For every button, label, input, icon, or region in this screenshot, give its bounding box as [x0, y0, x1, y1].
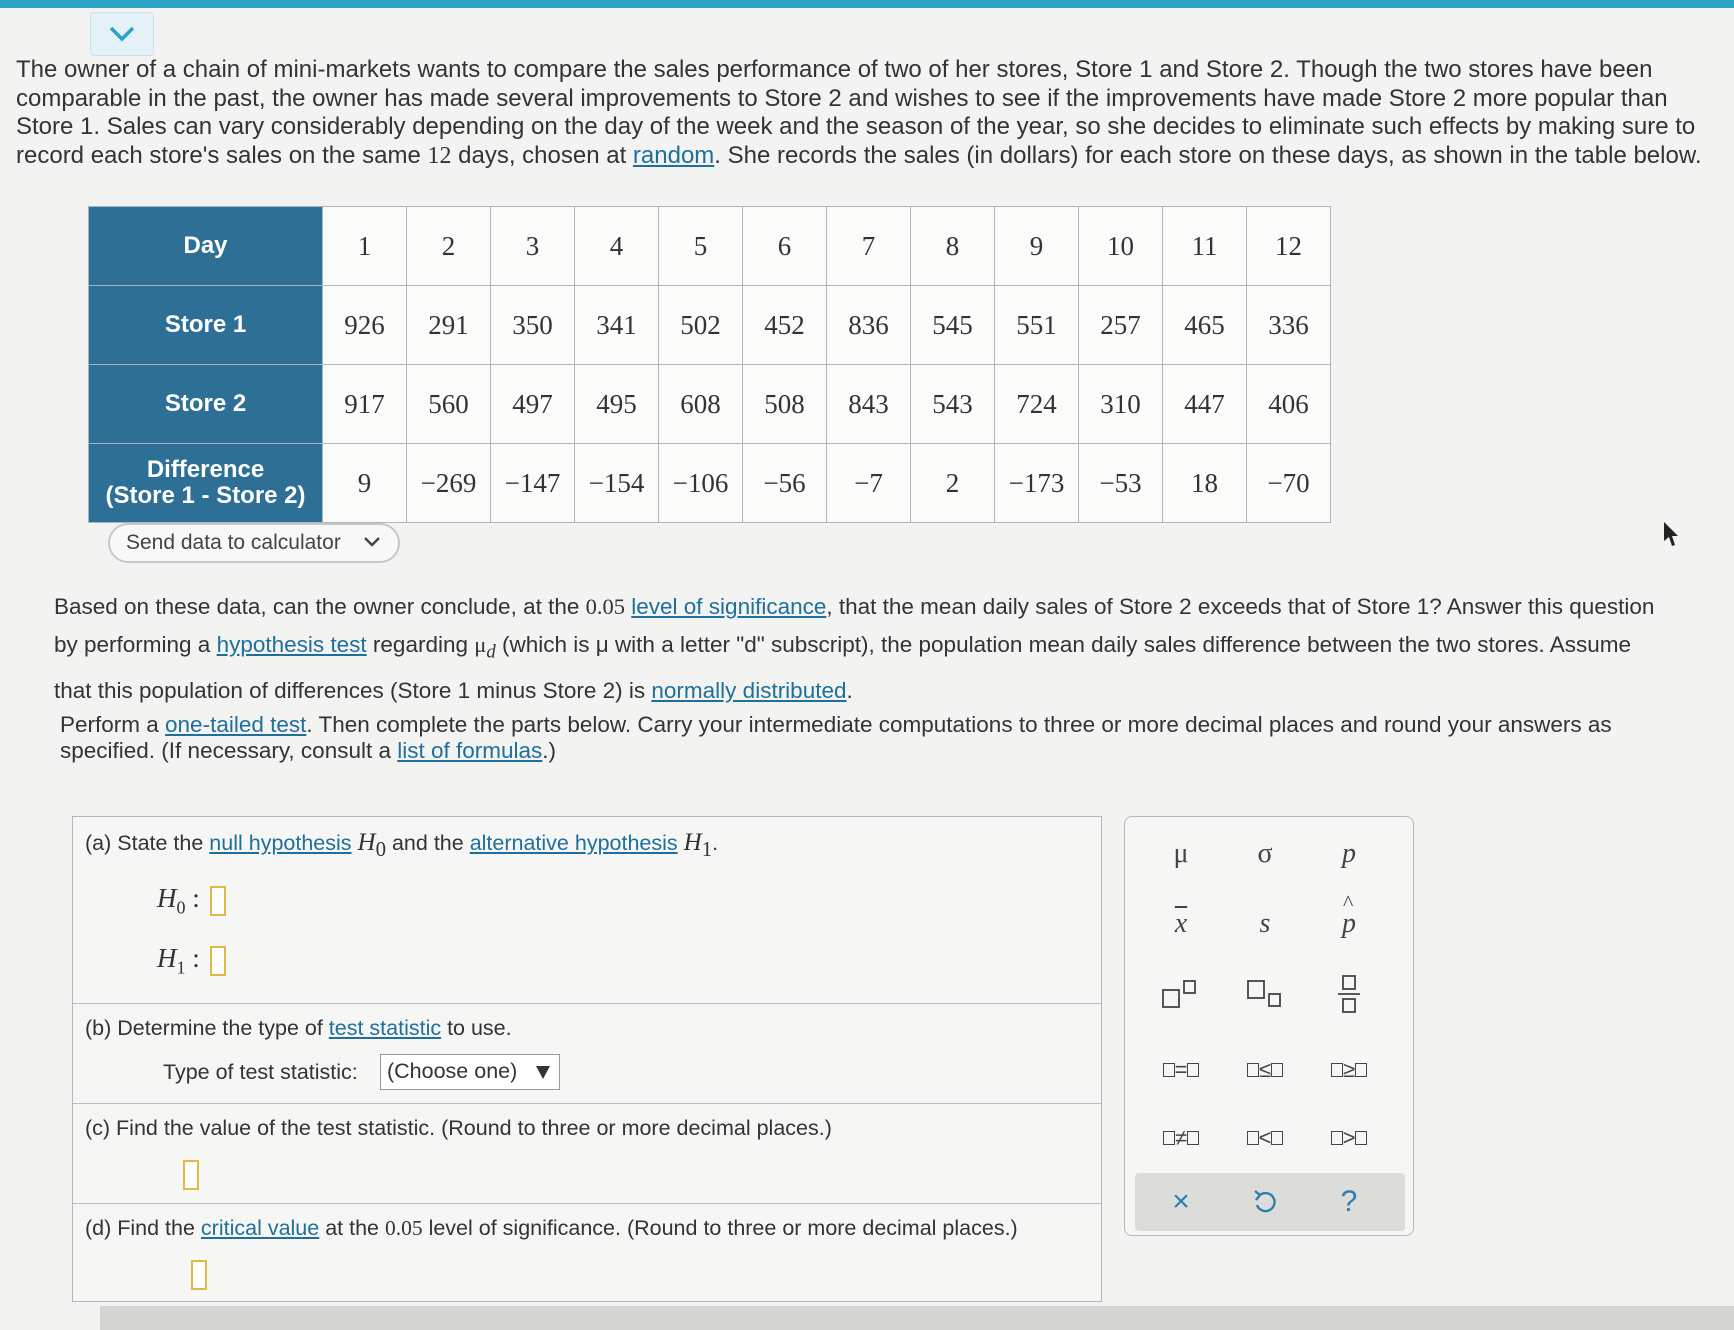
part-text: Determine the type of: [111, 1016, 329, 1040]
day-cell: 5: [659, 207, 743, 286]
level-of-significance-link[interactable]: level of significance: [631, 594, 827, 619]
day-cell: 4: [575, 207, 659, 286]
fraction-key[interactable]: [1309, 971, 1389, 1017]
store2-cell: 543: [911, 365, 995, 444]
question-part: .: [846, 677, 853, 703]
less-than-glyph: <: [1258, 1125, 1272, 1150]
critical-value-link[interactable]: critical value: [200, 1216, 320, 1240]
hat-accent: ^: [1343, 890, 1354, 915]
alpha-value: 0.05: [384, 1216, 423, 1240]
answer-parts: [72, 816, 1102, 1302]
greater-equal-glyph: ≥: [1342, 1057, 1356, 1082]
difference-cell: 9: [323, 444, 407, 523]
h1-row: [157, 943, 226, 978]
help-key[interactable]: [1309, 1179, 1389, 1225]
math-keypad: [1124, 816, 1414, 1236]
xbar-glyph: $\overline{x}$: [1174, 908, 1188, 939]
difference-row: [89, 444, 1331, 523]
x-bar-key[interactable]: [1141, 901, 1221, 947]
list-of-formulas-link[interactable]: list of formulas: [397, 738, 543, 763]
critical-value-answer: [181, 1260, 207, 1290]
less-equal-glyph: ≤: [1258, 1057, 1272, 1082]
h1-subscript: 1: [176, 957, 186, 978]
clear-key[interactable]: [1141, 1179, 1221, 1225]
difference-cell: 2: [911, 444, 995, 523]
test-statistic-select[interactable]: [380, 1054, 560, 1090]
store1-header: Store 1: [89, 286, 323, 365]
test-statistic-answer: [173, 1160, 199, 1190]
subscript-icon: [1244, 978, 1286, 1010]
day-cell: 12: [1247, 207, 1331, 286]
difference-cell: −269: [407, 444, 491, 523]
store2-header: Store 2: [89, 365, 323, 444]
intro-text-2: days, chosen at: [451, 141, 633, 169]
part-text: Find the value of the test statistic. (Round to three or more decimal places.): [110, 1116, 832, 1140]
mu-d-symbol: [474, 632, 496, 663]
sigma-glyph: σ: [1257, 838, 1273, 869]
store1-cell: 551: [995, 286, 1079, 365]
difference-sublabel: (Store 1 - Store 2): [105, 482, 306, 509]
equals-key[interactable]: [1141, 1047, 1221, 1093]
store2-cell: 508: [743, 365, 827, 444]
store2-cell: 497: [491, 365, 575, 444]
store2-cell: 608: [659, 365, 743, 444]
test-statistic-link[interactable]: test statistic: [328, 1016, 442, 1040]
mu-symbol: μ: [474, 632, 487, 657]
mu-key[interactable]: [1141, 831, 1221, 877]
h1-inline: [683, 829, 713, 861]
h-subscript: 1: [701, 837, 713, 861]
part-label: (d): [85, 1216, 112, 1240]
day-cell: 10: [1079, 207, 1163, 286]
store1-cell: 350: [491, 286, 575, 365]
difference-cell: −173: [995, 444, 1079, 523]
part-c: [73, 1103, 1101, 1203]
bottom-strip: [100, 1306, 1734, 1330]
h0-subscript: 0: [176, 897, 186, 918]
alternative-hypothesis-link[interactable]: alternative hypothesis: [469, 831, 678, 855]
part-text: at the: [319, 1216, 385, 1240]
instructions-part: . Then complete the parts below. Carry your intermediate computations to three or more decimal places and round your answers as specified. (If necessary, consult a: [60, 712, 1612, 763]
undo-key[interactable]: [1225, 1179, 1305, 1225]
one-tailed-test-link[interactable]: one-tailed test: [165, 712, 307, 737]
p-letter: p: [1342, 908, 1356, 939]
phat-glyph: [1342, 890, 1356, 940]
store1-cell: 336: [1247, 286, 1331, 365]
day-cell: 6: [743, 207, 827, 286]
day-cell: 3: [491, 207, 575, 286]
day-cell: 11: [1163, 207, 1247, 286]
h-letter: H: [357, 829, 376, 856]
h0-colon: :: [192, 883, 200, 913]
p-key[interactable]: [1309, 831, 1389, 877]
question-part: , that the mean daily sales of Store 2 exceeds that of Store 1? Answer this question by performing a: [54, 594, 1655, 657]
chevron-down-icon: [362, 534, 382, 550]
day-cell: 9: [995, 207, 1079, 286]
difference-cell: −70: [1247, 444, 1331, 523]
store2-cell: 310: [1079, 365, 1163, 444]
h0-input[interactable]: [210, 886, 226, 916]
problem-intro: [16, 56, 1716, 170]
h0-row: [157, 883, 226, 918]
store1-row: [89, 286, 1331, 365]
top-accent-bar: [0, 0, 1734, 8]
part-text: State the: [111, 831, 210, 855]
send-data-label: Send data to calculator: [126, 531, 341, 554]
difference-cell: 18: [1163, 444, 1247, 523]
superscript-key[interactable]: [1141, 971, 1221, 1017]
day-cell: 8: [911, 207, 995, 286]
greater-than-glyph: >: [1342, 1125, 1356, 1150]
part-c-prompt: [85, 1116, 832, 1141]
store1-cell: 502: [659, 286, 743, 365]
equals-glyph: =: [1174, 1057, 1188, 1082]
instructions-part: Perform a: [60, 712, 166, 737]
h1-letter: H: [157, 943, 177, 973]
sales-table: [88, 206, 1331, 523]
part-label: (c): [85, 1116, 111, 1140]
store1-cell: 257: [1079, 286, 1163, 365]
difference-cell: −53: [1079, 444, 1163, 523]
store1-cell: 291: [407, 286, 491, 365]
store2-cell: 917: [323, 365, 407, 444]
part-a-prompt: [85, 829, 718, 862]
store2-cell: 447: [1163, 365, 1247, 444]
superscript-icon: [1160, 978, 1202, 1010]
greater-equal-key[interactable]: [1309, 1047, 1389, 1093]
day-cell: 7: [827, 207, 911, 286]
store1-cell: 836: [827, 286, 911, 365]
part-text: to use.: [441, 1016, 512, 1040]
store1-cell: 465: [1163, 286, 1247, 365]
question-part: Based on these data, can the owner conclude, at the: [54, 594, 586, 619]
chevron-down-icon: [106, 23, 138, 45]
part-text: level of significance. (Round to three or more decimal places.): [422, 1216, 1018, 1240]
h1-input[interactable]: [210, 946, 226, 976]
not-equal-key[interactable]: [1141, 1115, 1221, 1161]
test-statistic-label: Type of test statistic:: [163, 1060, 358, 1084]
dropdown-arrow-icon: [535, 1064, 551, 1080]
h0-letter: H: [157, 883, 177, 913]
day-row: [89, 207, 1331, 286]
help-icon: ?: [1340, 1185, 1358, 1218]
intro-text: The owner of a chain of mini-markets wants to compare the sales performance of two of her stores, Store 1 and Store 2. Though the two stores have been comparable in the past, the owner has made several improvements to Store 2 and wishes to see if the improvements have made Store 2 more popular than Store 1. Sales can vary considerably depending on the day of the week and the season of the year, so she decides to eliminate such effects by making sure to record each store's sales on the same: [16, 56, 1696, 169]
store1-cell: 926: [323, 286, 407, 365]
part-d: [73, 1203, 1101, 1303]
question-part: regarding: [366, 632, 475, 657]
critical-value-input[interactable]: [191, 1260, 207, 1290]
h0-inline: [357, 829, 386, 861]
send-data-button[interactable]: [108, 523, 400, 563]
p-hat-key[interactable]: [1309, 890, 1389, 947]
p-glyph: p: [1342, 838, 1356, 869]
less-than-key[interactable]: [1225, 1115, 1305, 1161]
instructions-text: [60, 712, 1680, 764]
mu-glyph: μ: [1173, 838, 1189, 869]
alpha-value: 0.05: [585, 594, 625, 619]
intro-days: 12: [427, 142, 452, 169]
part-d-prompt: [85, 1216, 1018, 1241]
difference-cell: −147: [491, 444, 575, 523]
part-text: and the: [386, 831, 470, 855]
select-value: (Choose one): [387, 1059, 518, 1083]
greater-than-key[interactable]: [1309, 1115, 1389, 1161]
normally-distributed-link[interactable]: normally distributed: [651, 677, 847, 703]
h-subscript: 0: [375, 837, 386, 861]
part-label: (a): [85, 831, 112, 855]
store1-cell: 452: [743, 286, 827, 365]
part-label: (b): [85, 1016, 112, 1040]
instructions-part: .): [542, 738, 557, 763]
null-hypothesis-link[interactable]: null hypothesis: [209, 831, 352, 855]
part-b-prompt: [85, 1016, 512, 1041]
h1-colon: :: [192, 943, 200, 973]
s-glyph: s: [1259, 908, 1271, 939]
store2-cell: 560: [407, 365, 491, 444]
question-part: (which is μ with a letter "d" subscript), the population mean daily sales difference between the two stores. Assume that this population of differences (Store 1 minus Store 2) is: [54, 632, 1632, 703]
store2-cell: 406: [1247, 365, 1331, 444]
difference-cell: −56: [743, 444, 827, 523]
store2-cell: 495: [575, 365, 659, 444]
part-a: [73, 817, 1101, 1003]
part-text: Find the: [111, 1216, 201, 1240]
intro-text-3: . She records the sales (in dollars) for each store on these days, as shown in the table below.: [714, 141, 1702, 169]
day-header: Day: [89, 207, 323, 286]
not-equal-glyph: ≠: [1174, 1125, 1188, 1150]
less-equal-key[interactable]: [1225, 1047, 1305, 1093]
mouse-cursor-icon: [1662, 520, 1680, 548]
store1-cell: 545: [911, 286, 995, 365]
sigma-key[interactable]: [1225, 831, 1305, 877]
difference-cell: −154: [575, 444, 659, 523]
difference-label: Difference: [146, 456, 265, 483]
s-key[interactable]: [1225, 901, 1305, 947]
day-cell: 1: [323, 207, 407, 286]
fraction-icon: [1334, 974, 1364, 1014]
part-text: .: [712, 831, 719, 855]
undo-icon: [1251, 1188, 1279, 1216]
day-cell: 2: [407, 207, 491, 286]
h-letter: H: [683, 829, 702, 856]
hypothesis-test-link[interactable]: hypothesis test: [216, 632, 367, 657]
random-link[interactable]: random: [632, 141, 715, 169]
store2-cell: 843: [827, 365, 911, 444]
store2-row: [89, 365, 1331, 444]
difference-header: [89, 444, 323, 523]
test-statistic-input[interactable]: [183, 1160, 199, 1190]
part-b: [73, 1003, 1101, 1103]
mu-subscript: d: [486, 641, 496, 663]
store2-cell: 724: [995, 365, 1079, 444]
subscript-key[interactable]: [1225, 971, 1305, 1017]
difference-cell: −7: [827, 444, 911, 523]
collapse-button[interactable]: [90, 12, 154, 56]
close-icon: ×: [1172, 1185, 1190, 1218]
difference-cell: −106: [659, 444, 743, 523]
store1-cell: 341: [575, 286, 659, 365]
question-text: [54, 588, 1674, 710]
